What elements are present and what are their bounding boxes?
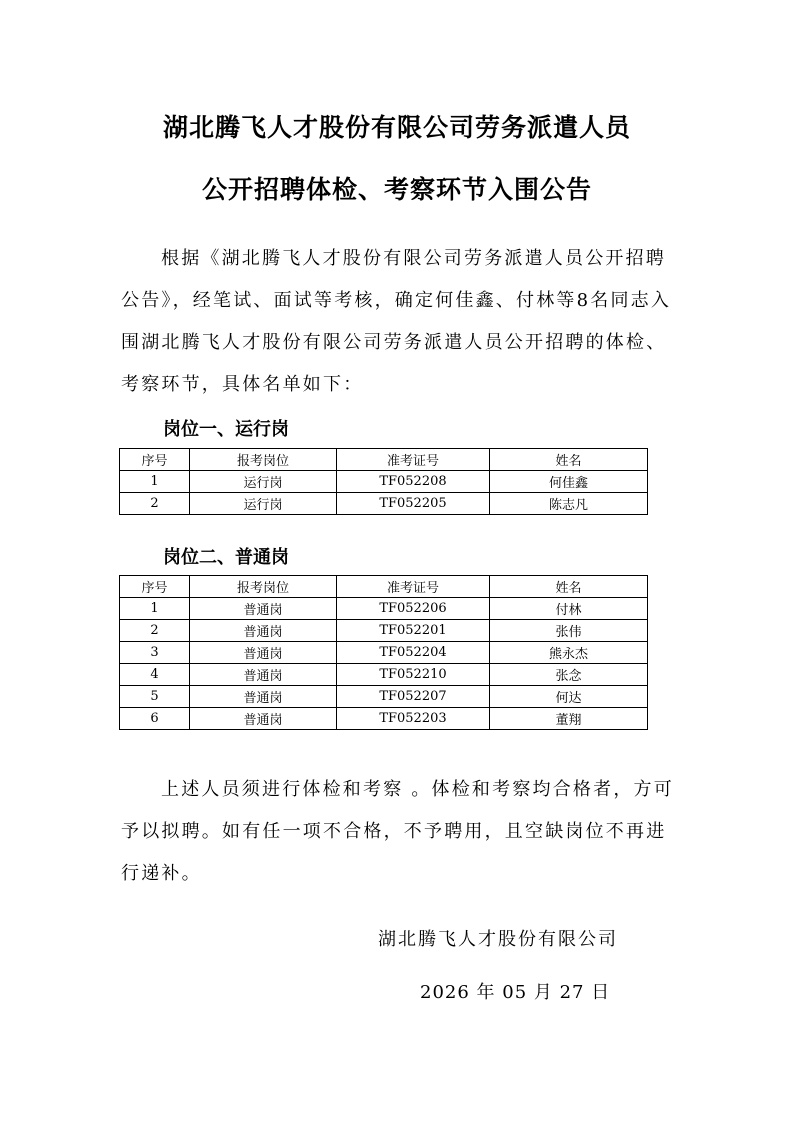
roster-table-1 — [119, 448, 648, 515]
header-ticket-number: 准考证号 — [337, 576, 490, 598]
signature-company: 湖北腾飞人才股份有限公司 — [378, 929, 618, 950]
closing-paragraph: 上述人员须进行体检和考察 。体检和考察均合格者，方可予以拟聘。如有任一项不合格，不予聘用，且空缺岗位不再进行递补。 — [121, 779, 674, 884]
cell-position: 运行岗 — [190, 471, 337, 493]
header-index: 序号 — [120, 449, 190, 471]
cell-index: 5 — [120, 686, 190, 708]
cell-ticket-number: TF052205 — [337, 493, 490, 515]
table-header-row — [120, 449, 648, 471]
cell-index: 2 — [120, 493, 190, 515]
cell-name: 付林 — [490, 598, 648, 620]
cell-name: 张念 — [490, 664, 648, 686]
table-row — [120, 471, 648, 493]
header-name: 姓名 — [490, 449, 648, 471]
table-row — [120, 642, 648, 664]
cell-index: 3 — [120, 642, 190, 664]
cell-name: 熊永杰 — [490, 642, 648, 664]
header-index: 序号 — [120, 576, 190, 598]
cell-ticket-number: TF052203 — [337, 708, 490, 730]
header-position: 报考岗位 — [190, 576, 337, 598]
cell-name: 董翔 — [490, 708, 648, 730]
intro-paragraph: 根据《湖北腾飞人才股份有限公司劳务派遣人员公开招聘公告》，经笔试、面试等考核，确定何佳鑫、付林等8名同志入围湖北腾飞人才股份有限公司劳务派遣人员公开招聘的体检、考察环节，具体名单如下： — [121, 248, 672, 395]
cell-ticket-number: TF052207 — [337, 686, 490, 708]
section-title-2: 岗位二、普通岗 — [163, 547, 289, 568]
cell-position: 普通岗 — [190, 598, 337, 620]
table-row — [120, 686, 648, 708]
cell-index: 6 — [120, 708, 190, 730]
table-row — [120, 708, 648, 730]
title-line-2: 公开招聘体检、考察环节入围公告 — [201, 175, 592, 204]
table-row — [120, 664, 648, 686]
roster-table-2 — [119, 575, 648, 730]
cell-index: 4 — [120, 664, 190, 686]
cell-position: 运行岗 — [190, 493, 337, 515]
cell-ticket-number: TF052206 — [337, 598, 490, 620]
cell-position: 普通岗 — [190, 642, 337, 664]
cell-index: 1 — [120, 598, 190, 620]
cell-position: 普通岗 — [190, 620, 337, 642]
section-title-1: 岗位一、运行岗 — [163, 419, 289, 440]
cell-name: 何达 — [490, 686, 648, 708]
cell-position: 普通岗 — [190, 664, 337, 686]
cell-position: 普通岗 — [190, 686, 337, 708]
table-row — [120, 493, 648, 515]
cell-index: 2 — [120, 620, 190, 642]
cell-ticket-number: TF052201 — [337, 620, 490, 642]
cell-ticket-number: TF052204 — [337, 642, 490, 664]
table-header-row — [120, 576, 648, 598]
signature-date: 2026 年 05 月 27 日 — [420, 982, 611, 1003]
title-line-1: 湖北腾飞人才股份有限公司劳务派遣人员 — [162, 113, 631, 142]
cell-ticket-number: TF052208 — [337, 471, 490, 493]
cell-name: 张伟 — [490, 620, 648, 642]
cell-ticket-number: TF052210 — [337, 664, 490, 686]
cell-position: 普通岗 — [190, 708, 337, 730]
cell-name: 何佳鑫 — [490, 471, 648, 493]
table-row — [120, 620, 648, 642]
header-position: 报考岗位 — [190, 449, 337, 471]
header-name: 姓名 — [490, 576, 648, 598]
header-ticket-number: 准考证号 — [337, 449, 490, 471]
table-row — [120, 598, 648, 620]
cell-name: 陈志凡 — [490, 493, 648, 515]
cell-index: 1 — [120, 471, 190, 493]
